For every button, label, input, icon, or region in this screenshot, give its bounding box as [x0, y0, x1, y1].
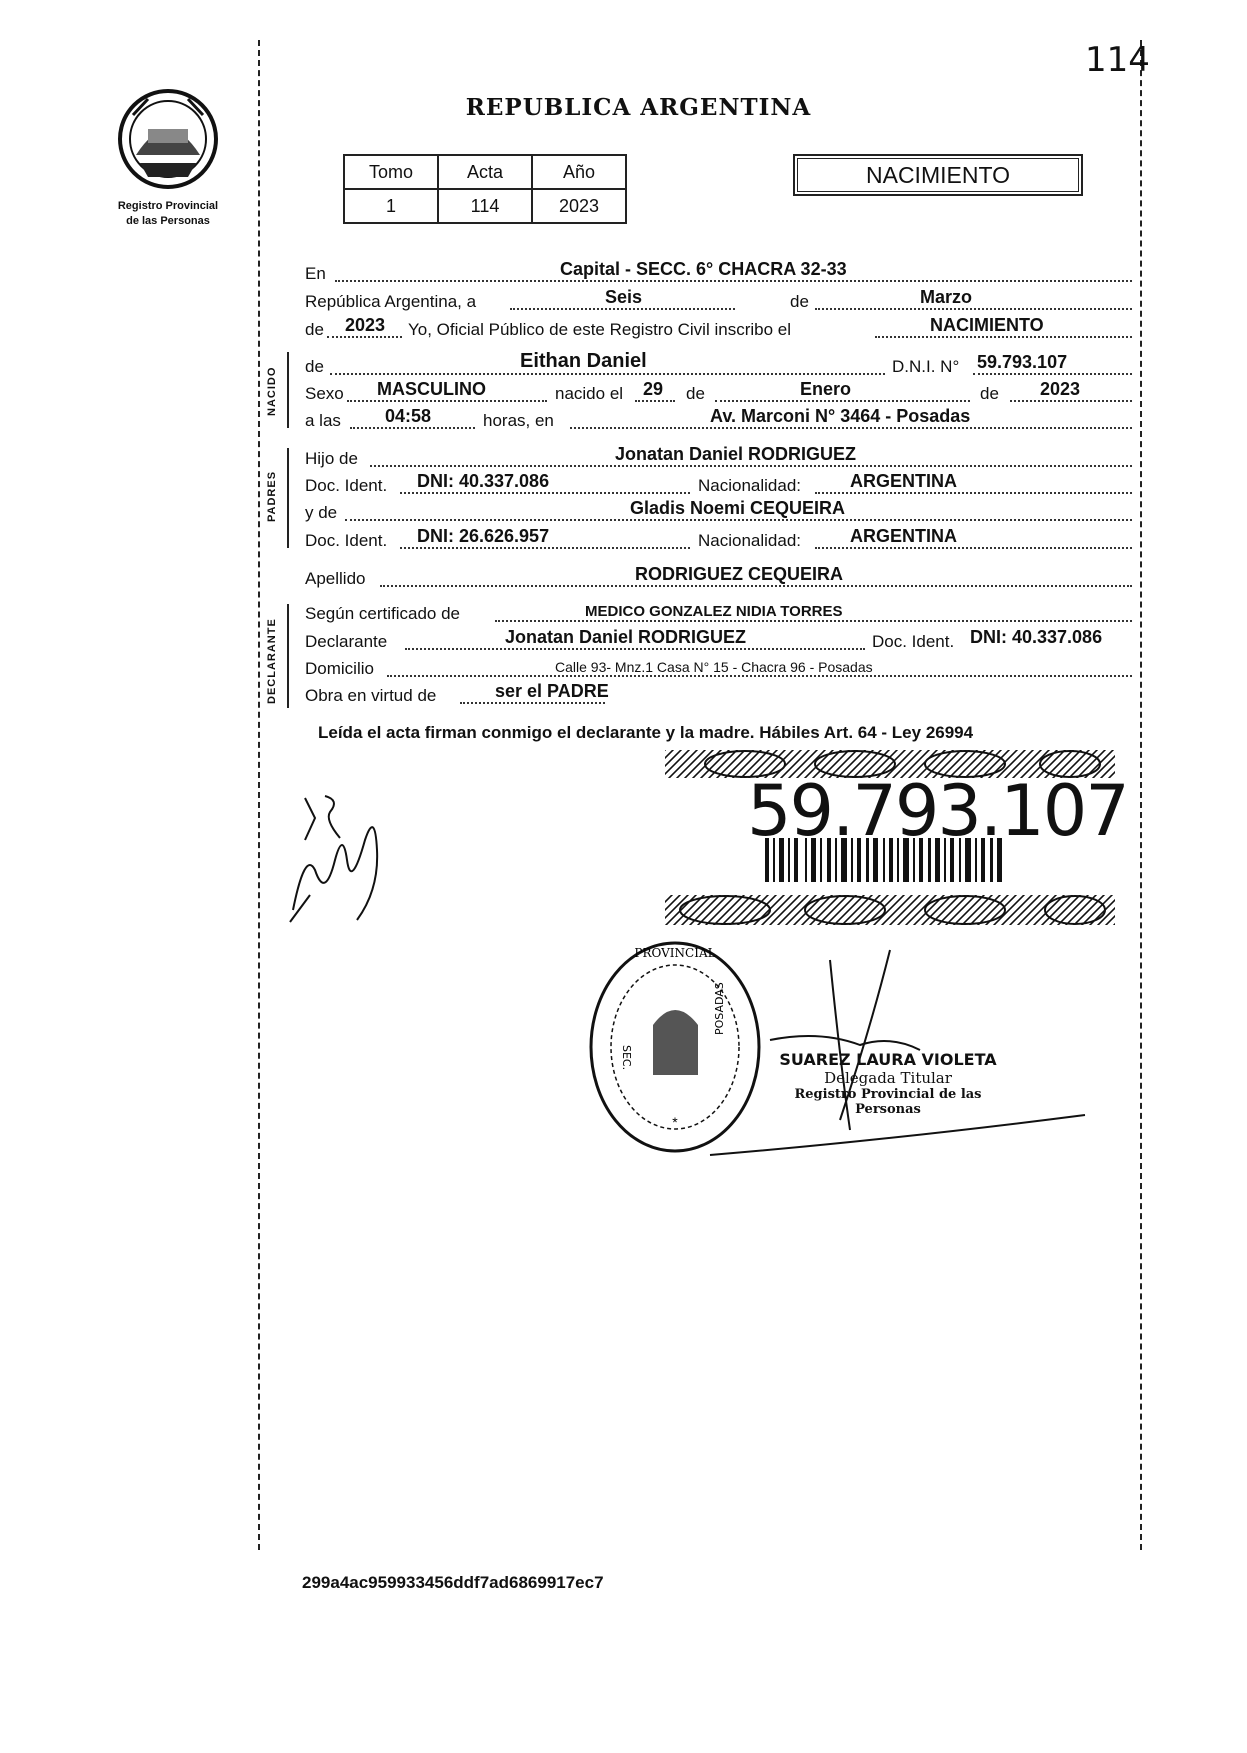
padre-doc-value: DNI: 40.337.086 — [417, 471, 550, 491]
domicilio-value: Calle 93- Mnz.1 Casa N° 15 - Chacra 96 - Posadas — [555, 659, 873, 675]
dni-dots — [973, 373, 1132, 375]
nacido-de2-label: de — [980, 384, 999, 403]
republica-label: República Argentina, a — [305, 292, 477, 311]
document-hash: 299a4ac959933456ddf7ad6869917ec7 — [302, 1573, 604, 1592]
padres-side-label: PADRES — [266, 470, 278, 522]
madre-nac-label: Nacionalidad: — [698, 531, 802, 550]
record-type-box: NACIMIENTO — [793, 154, 1083, 196]
svg-text:POSADAS: POSADAS — [713, 982, 726, 1035]
padre-value: Jonatan Daniel RODRIGUEZ — [615, 444, 857, 464]
row-fecha — [305, 288, 1132, 314]
de-label: de — [790, 292, 809, 311]
madre-dots — [345, 519, 1132, 521]
obra-dots — [460, 702, 605, 704]
nacido-day: 29 — [643, 379, 664, 399]
padre-nac-label: Nacionalidad: — [698, 476, 802, 495]
declarante-dots — [405, 648, 865, 650]
left-margin-line — [258, 40, 260, 1550]
logo-caption-1: Registro Provincial — [117, 200, 219, 212]
dni-label: D.N.I. N° — [892, 357, 960, 376]
value-tomo: 1 — [344, 189, 438, 223]
official-stamp — [763, 1050, 1013, 1117]
declarante-value: Jonatan Daniel RODRIGUEZ — [505, 627, 747, 647]
acta-table — [343, 154, 627, 224]
row-en — [305, 260, 1132, 286]
year-de-label: de — [305, 320, 324, 339]
month-value: Marzo — [920, 287, 973, 307]
domicilio-label: Domicilio — [305, 659, 374, 678]
lugar-dots — [570, 427, 1132, 429]
day-value: Seis — [605, 287, 643, 307]
madre-nac-value: ARGENTINA — [850, 526, 957, 546]
madre-nac-dots — [815, 547, 1132, 549]
value-acta: 114 — [438, 189, 532, 223]
nacido-brace — [287, 352, 289, 428]
certificado-value: MEDICO GONZALEZ NIDIA TORRES — [585, 603, 843, 620]
declarante-signature-icon — [285, 790, 395, 930]
official-role: Delegada Titular — [824, 1069, 952, 1087]
yde-label: y de — [305, 503, 338, 522]
header-anio: Año — [532, 155, 626, 189]
year-value: 2023 — [345, 315, 386, 335]
hijo-label: Hijo de — [305, 449, 358, 468]
inscribo-text: Yo, Oficial Público de este Registro Civil inscribo el — [408, 320, 791, 339]
nombre-value: Eithan Daniel — [520, 350, 647, 372]
official-name: SUAREZ LAURA VIOLETA — [779, 1050, 997, 1069]
page-number: 114 — [1085, 40, 1150, 80]
certificado-label: Según certificado de — [305, 604, 460, 623]
apellido-label: Apellido — [305, 569, 366, 588]
row-declarante — [305, 628, 1132, 654]
apellido-value: RODRIGUEZ CEQUEIRA — [635, 564, 844, 584]
en-value: Capital - SECC. 6° CHACRA 32-33 — [560, 259, 847, 279]
nacido-side-label: NACIDO — [266, 366, 278, 416]
alas-dots — [350, 427, 475, 429]
nombre-dots — [330, 373, 885, 375]
padre-doc-dots — [400, 492, 690, 494]
dni-stamp-number: 59.793.107 — [747, 770, 1128, 852]
row-obra — [305, 682, 1132, 708]
row-inscribo — [305, 316, 1132, 342]
declarante-doc-label: Doc. Ident. — [872, 632, 955, 651]
row-hijo — [305, 445, 1132, 471]
svg-text:*: * — [672, 1114, 678, 1130]
certificado-dots — [495, 620, 1132, 622]
madre-doc-dots — [400, 547, 690, 549]
nombre-label: de — [305, 357, 324, 376]
domicilio-dots — [387, 675, 1132, 677]
padre-nac-value: ARGENTINA — [850, 471, 957, 491]
header-tomo: Tomo — [344, 155, 438, 189]
padres-brace — [287, 448, 289, 548]
nacido-day-dots — [635, 400, 675, 402]
horas-label: horas, en — [483, 411, 554, 430]
header-acta: Acta — [438, 155, 532, 189]
month-dots — [815, 308, 1132, 310]
nacido-year: 2023 — [1040, 379, 1081, 399]
inscribo-dots — [875, 336, 1132, 338]
svg-text:PROVINCIAL: PROVINCIAL — [634, 946, 716, 960]
obra-label: Obra en virtud de — [305, 686, 437, 705]
sexo-label: Sexo — [305, 384, 344, 403]
row-padre-doc — [305, 472, 1132, 498]
row-madre-doc — [305, 527, 1132, 553]
sexo-value: MASCULINO — [377, 379, 486, 399]
row-nombre — [305, 350, 1132, 379]
svg-text:SEC.: SEC. — [620, 1045, 633, 1071]
year-dots — [327, 336, 402, 338]
value-anio: 2023 — [532, 189, 626, 223]
padre-nac-dots — [815, 492, 1132, 494]
nacido-month-dots — [715, 400, 970, 402]
alas-label: a las — [305, 411, 341, 430]
madre-doc-label: Doc. Ident. — [305, 531, 388, 550]
declarante-label: Declarante — [305, 632, 388, 651]
official-office: Registro Provincial de las Personas — [794, 1087, 982, 1117]
document-title: REPUBLICA ARGENTINA — [465, 94, 812, 121]
row-domicilio — [305, 655, 1132, 681]
day-dots — [510, 308, 735, 310]
en-dots — [335, 280, 1132, 282]
row-alas — [305, 407, 1132, 433]
nacido-de-label: de — [686, 384, 705, 403]
inscribo-value: NACIMIENTO — [930, 315, 1044, 335]
row-madre — [305, 499, 1132, 525]
dni-value: 59.793.107 — [977, 352, 1068, 372]
footer-note: Leída el acta firman conmigo el declarante y la madre. Hábiles Art. 64 - Ley 26994 — [318, 723, 974, 742]
dni-security-stamp — [665, 750, 1128, 925]
declarante-brace — [287, 604, 289, 708]
row-sexo — [305, 380, 1132, 406]
declarante-doc-value: DNI: 40.337.086 — [970, 627, 1103, 647]
declarante-side-label: DECLARANTE — [266, 618, 278, 704]
nacido-month: Enero — [800, 379, 852, 399]
nacido-year-dots — [1010, 400, 1132, 402]
obra-value: ser el PADRE — [495, 681, 609, 701]
right-margin-line — [1140, 40, 1142, 1550]
lugar-value: Av. Marconi N° 3464 - Posadas — [710, 406, 971, 426]
nacido-label: nacido el — [555, 384, 624, 403]
row-apellido — [305, 565, 1132, 591]
hijo-dots — [370, 465, 1132, 467]
row-certificado — [305, 600, 1132, 626]
logo-caption-2: de las Personas — [126, 215, 210, 227]
padre-doc-label: Doc. Ident. — [305, 476, 388, 495]
alas-value: 04:58 — [385, 406, 432, 426]
sexo-dots — [347, 400, 547, 402]
madre-value: Gladis Noemi CEQUEIRA — [630, 498, 846, 518]
en-label: En — [305, 264, 326, 283]
madre-doc-value: DNI: 26.626.957 — [417, 526, 550, 546]
apellido-dots — [380, 585, 1132, 587]
